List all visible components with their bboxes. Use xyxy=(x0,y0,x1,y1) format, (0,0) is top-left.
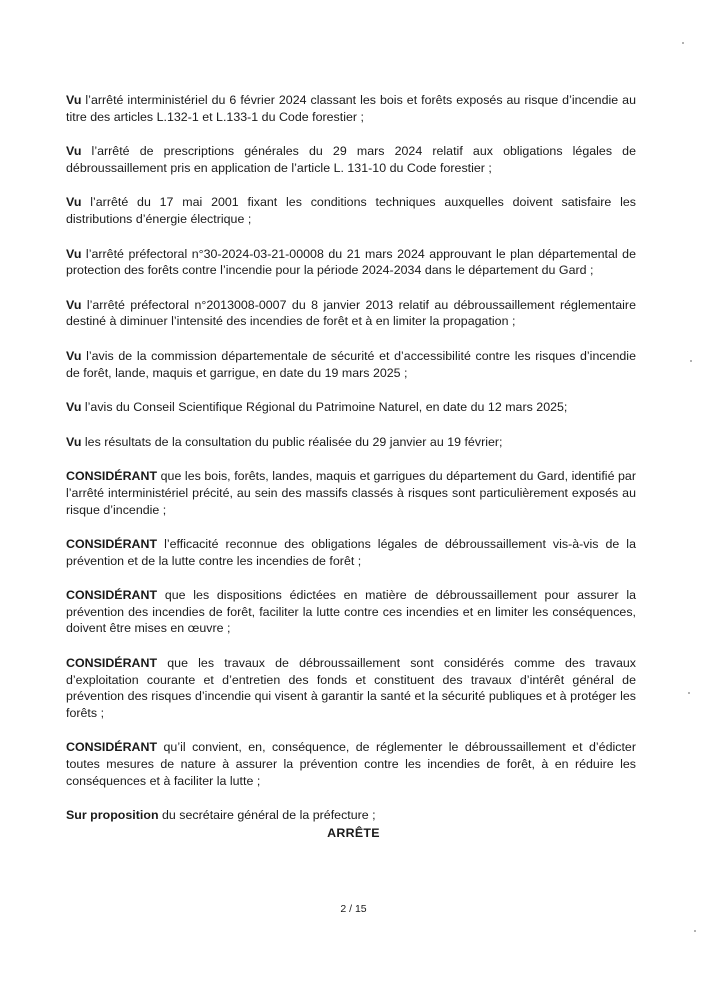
paragraph-lead: CONSIDÉRANT xyxy=(66,588,158,603)
paragraph-lead: Vu xyxy=(66,348,82,363)
paragraph-text: que les bois, forêts, landes, maquis et garrigues du département du Gard, identifié par l’arrêté interministériel précité, au sein des massifs classés à risques sont particulièrement exposés au risque d’incendie ; xyxy=(66,469,636,517)
paragraph-lead: Vu xyxy=(66,297,82,312)
paragraph-vu-1 xyxy=(66,92,636,125)
paragraph-vu-4 xyxy=(66,246,636,279)
paragraph-considerant-2 xyxy=(66,536,636,569)
paragraph-vu-6 xyxy=(66,348,636,381)
paragraph-lead: CONSIDÉRANT xyxy=(66,656,158,671)
paragraph-text: que les travaux de débroussaillement sont considérés comme des travaux d’exploitation courante et d’entretien des fonds et constituent des travaux d’intérêt général de prévention des risques d’incendie qui visent à garantir la santé et la sécurité publiques et à protéger les forêts ; xyxy=(66,656,636,720)
paragraph-vu-7 xyxy=(66,399,636,416)
paragraph-lead: Vu xyxy=(66,434,82,449)
page-number: 2 / 15 xyxy=(340,903,367,915)
paragraph-text: les résultats de la consultation du public réalisée du 29 janvier au 19 février; xyxy=(81,434,503,449)
paragraph-sur-proposition xyxy=(66,807,636,824)
paragraph-lead: Sur proposition xyxy=(66,808,159,823)
paragraph-text: l’arrêté de prescriptions générales du 29 mars 2024 relatif aux obligations légales de débroussaillement pris en application de l’article L. 131-10 du Code forestier ; xyxy=(66,144,636,175)
paragraph-text: l’arrêté du 17 mai 2001 fixant les conditions techniques auxquelles doivent satisfaire les distributions d’énergie électrique ; xyxy=(66,195,636,226)
scan-speck xyxy=(682,42,684,44)
paragraph-text: l’arrêté interministériel du 6 février 2024 classant les bois et forêts exposés au risque d’incendie au titre des articles L.132-1 et L.133-1 du Code forestier ; xyxy=(66,93,636,124)
paragraph-lead: CONSIDÉRANT xyxy=(66,537,158,552)
paragraph-text: l’avis de la commission départementale de sécurité et d’accessibilité contre les risques d’incendie de forêt, lande, maquis et garrigue, en date du 19 mars 2025 ; xyxy=(66,348,636,380)
paragraph-lead: Vu xyxy=(66,144,82,159)
paragraph-vu-2 xyxy=(66,143,636,176)
paragraph-considerant-1 xyxy=(66,468,636,518)
paragraph-lead: Vu xyxy=(66,93,82,107)
paragraph-considerant-3 xyxy=(66,587,636,637)
paragraph-lead: Vu xyxy=(66,246,82,261)
paragraph-considerant-4 xyxy=(66,655,636,721)
paragraph-text: l’arrêté préfectoral n°30-2024-03-21-00008 du 21 mars 2024 approuvant le plan départemental de protection des forêts contre l’incendie pour la période 2024-2034 dans le département du Gard ; xyxy=(66,246,636,278)
paragraph-lead: Vu xyxy=(66,195,82,210)
document-body xyxy=(66,92,636,842)
paragraph-vu-8 xyxy=(66,434,636,451)
paragraph-considerant-5 xyxy=(66,739,636,789)
scan-speck xyxy=(688,692,690,694)
paragraph-text: qu’il convient, en, conséquence, de réglementer le débroussaillement et d’édicter toutes mesures de nature à assurer la prévention contre les incendies de forêt, à en réduire les conséquences et à faciliter la lutte ; xyxy=(66,740,636,788)
scan-speck xyxy=(694,930,696,932)
decree-heading: ARRÊTE xyxy=(327,826,380,840)
paragraph-text: du secrétaire général de la préfecture ; xyxy=(158,808,376,823)
paragraph-text: l’arrêté préfectoral n°2013008-0007 du 8 janvier 2013 relatif au débroussaillement réglementaire destiné à diminuer l’intensité des incendies de forêt et à en limiter la propagation ; xyxy=(66,297,636,329)
paragraph-lead: CONSIDÉRANT xyxy=(66,740,158,755)
paragraph-vu-3 xyxy=(66,194,636,227)
paragraph-text: l’efficacité reconnue des obligations légales de débroussaillement vis-à-vis de la prévention et de la lutte contre les incendies de forêt ; xyxy=(66,537,636,568)
paragraph-lead: CONSIDÉRANT xyxy=(66,469,158,484)
scan-speck xyxy=(690,360,692,362)
paragraph-text: l’avis du Conseil Scientifique Régional du Patrimoine Naturel, en date du 12 mars 2025; xyxy=(81,400,568,415)
paragraph-text: que les dispositions édictées en matière de débroussaillement pour assurer la prévention des incendies de forêt, faciliter la lutte contre ces incendies et en limiter les conséquences, doivent être mises en œuvre ; xyxy=(66,588,636,636)
paragraph-vu-5 xyxy=(66,297,636,330)
paragraph-lead: Vu xyxy=(66,400,82,415)
